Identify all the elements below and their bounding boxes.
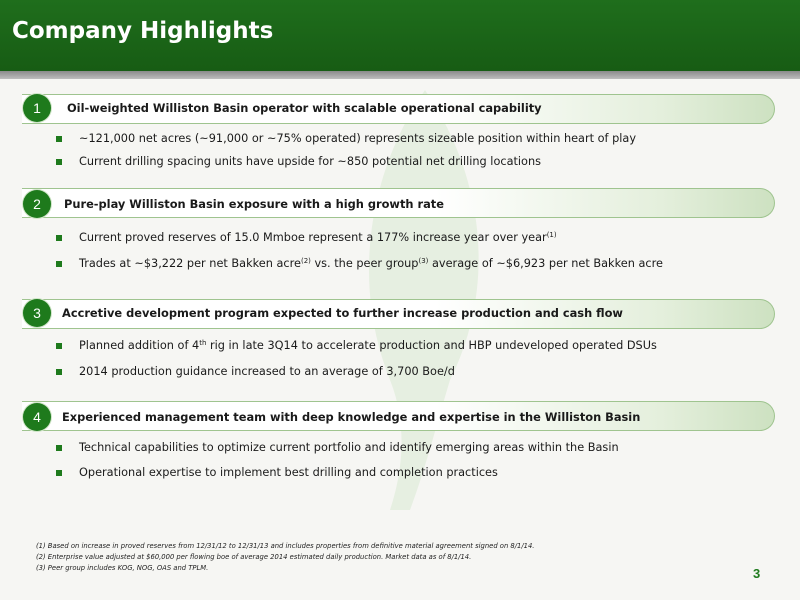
footnote-1: (1) Based on increase in proved reserves from 12/31/12 to 12/31/13 and includes properties from definitive material agreement signed on 8/1/14. — [36, 542, 535, 550]
section-number-3: 3 — [23, 299, 51, 327]
section-number-4: 4 — [23, 403, 51, 431]
footnote-3: (3) Peer group includes KOG, NOG, OAS and TPLM. — [36, 564, 209, 572]
page-title: Company Highlights — [12, 18, 274, 44]
square-bullet-icon — [56, 261, 62, 267]
bullet-text: Current proved reserves of 15.0 Mmboe represent a 177% increase year over year$^{(1)}$ — [79, 231, 557, 244]
footnote-2: (2) Enterprise value adjusted at $60,000 per flowing boe of average 2014 estimated daily production. Market data as of 8/1/14. — [36, 553, 472, 561]
square-bullet-icon — [56, 159, 62, 165]
bullet-text: Current drilling spacing units have upside for ~850 potential net drilling locations — [79, 155, 542, 168]
page-number: 3 — [753, 566, 761, 581]
bullet-text: Operational expertise to implement best drilling and completion practices — [79, 466, 498, 479]
section-number-2: 2 — [23, 190, 51, 218]
section-number-1: 1 — [23, 94, 51, 122]
square-bullet-icon — [56, 470, 62, 476]
section-title-4: Experienced management team with deep knowledge and expertise in the Williston Basin — [62, 410, 641, 424]
square-bullet-icon — [56, 235, 62, 241]
bullet-text: Trades at ~$3,222 per net Bakken acre$^{(2)}$ vs. the peer group$^{(3)}$ average of ~$6,923 per net Bakken acre — [79, 257, 663, 270]
title-bar — [0, 0, 800, 71]
square-bullet-icon — [56, 445, 62, 451]
bullet-text: 2014 production guidance increased to an average of 3,700 Boe/d — [79, 365, 455, 378]
bullet-text: Planned addition of 4th rig in late 3Q14 to accelerate production and HBP undeveloped operated DSUs — [79, 339, 657, 352]
section-title-3: Accretive development program expected to further increase production and cash flow — [62, 306, 623, 320]
section-title-2: Pure-play Williston Basin exposure with a high growth rate — [64, 197, 444, 211]
bullet-text: Technical capabilities to optimize current portfolio and identify emerging areas within the Basin — [79, 441, 619, 454]
square-bullet-icon — [56, 343, 62, 349]
square-bullet-icon — [56, 136, 62, 142]
section-title-1: Oil-weighted Williston Basin operator with scalable operational capability — [67, 101, 542, 115]
square-bullet-icon — [56, 369, 62, 375]
bullet-text: ~121,000 net acres (~91,000 or ~75% operated) represents sizeable position within heart of play — [79, 132, 637, 145]
title-underline — [0, 71, 800, 79]
